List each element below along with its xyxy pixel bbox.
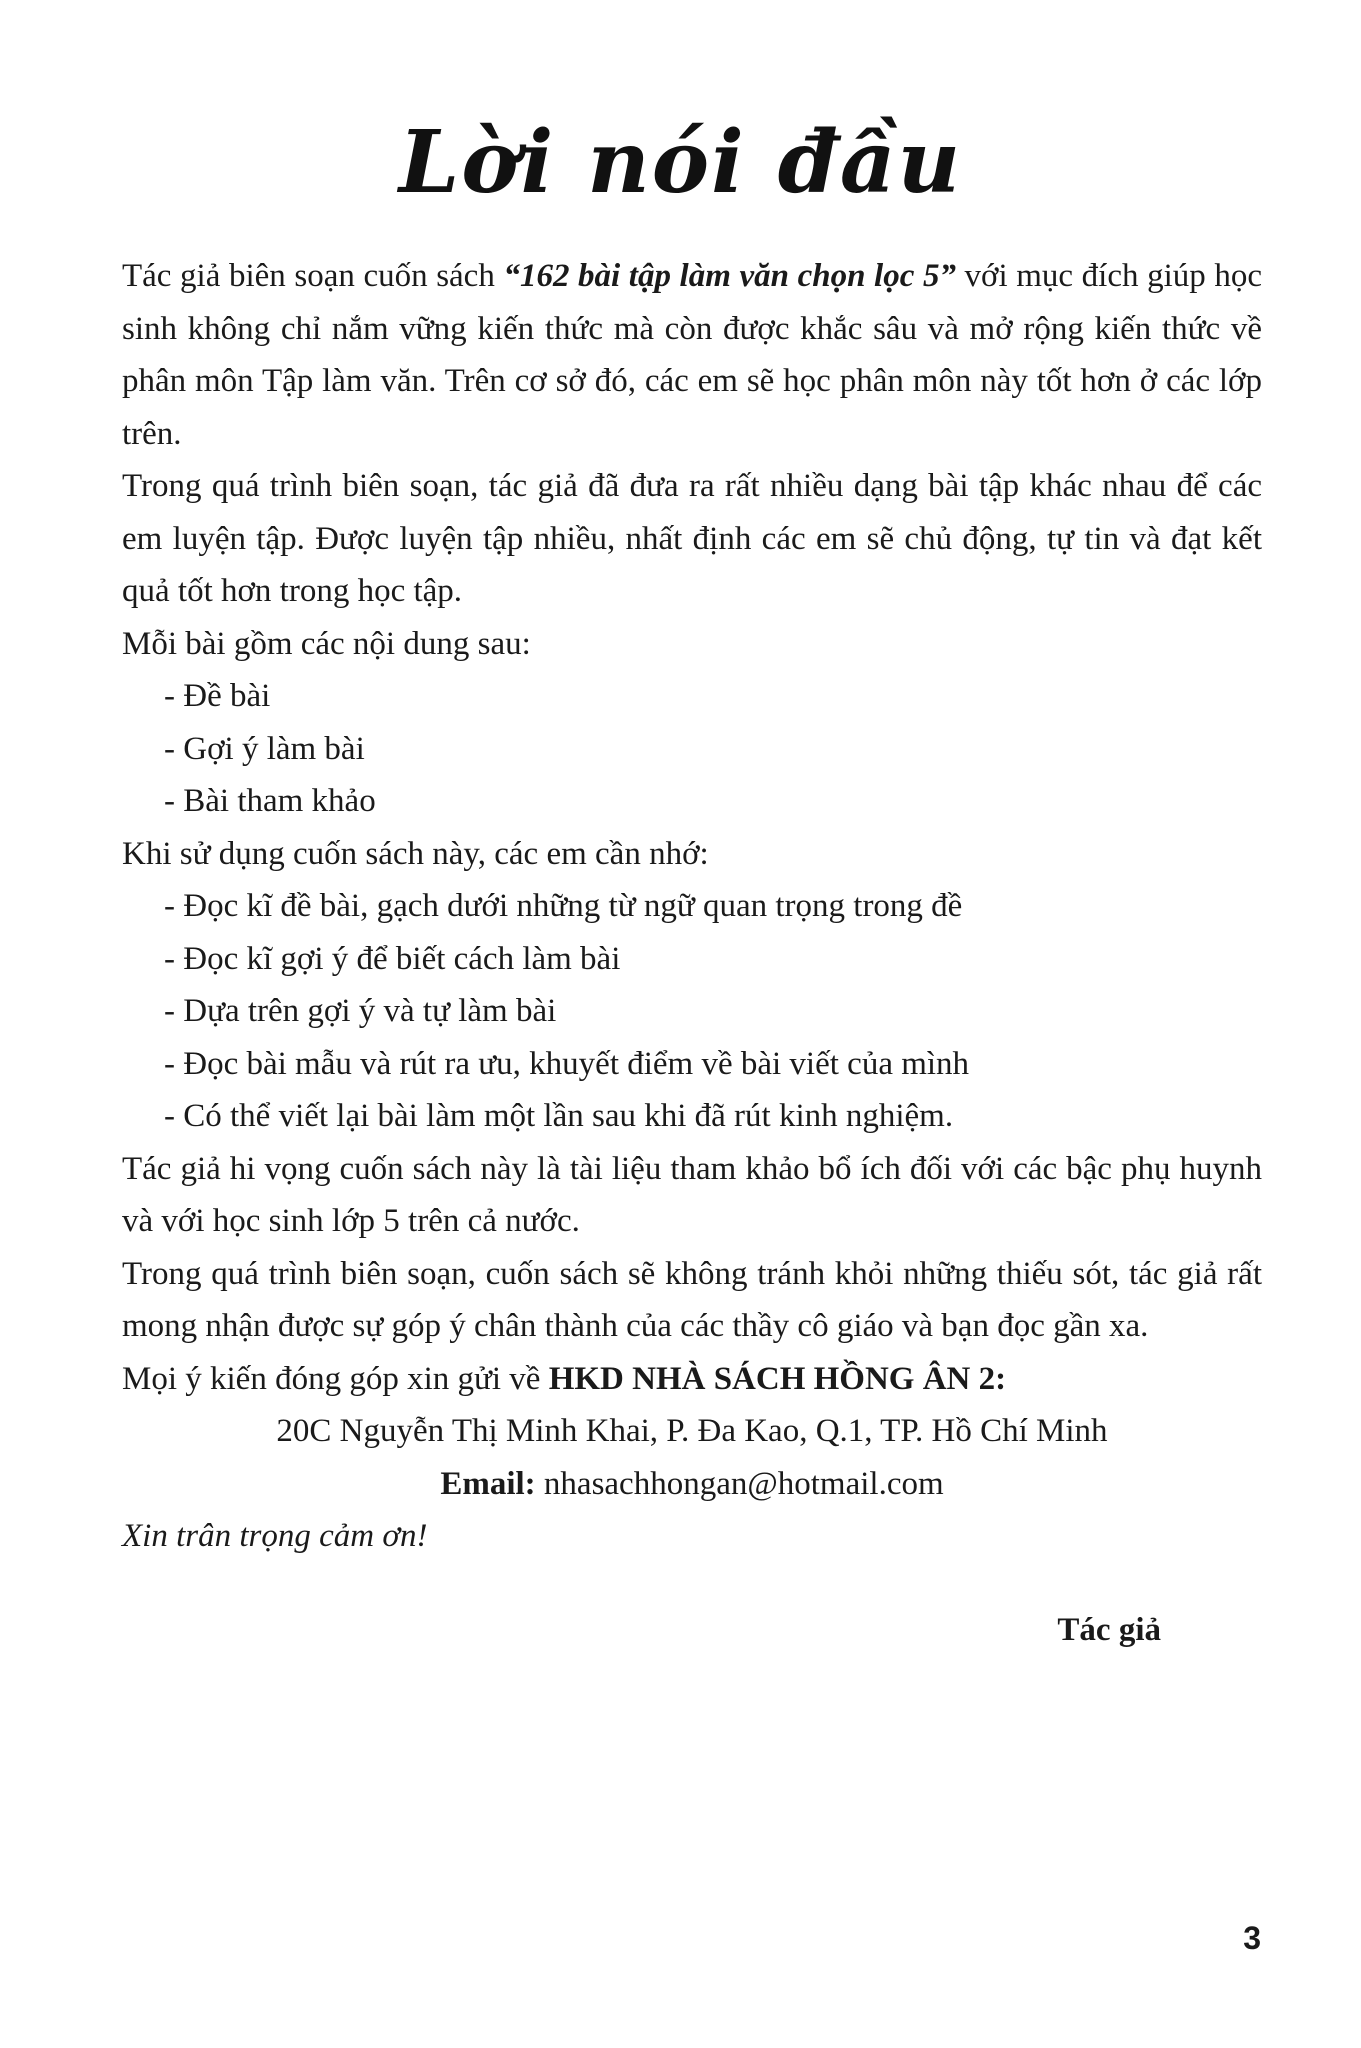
email-label: Email: <box>440 1465 536 1502</box>
email-address: nhasachhongan@hotmail.com <box>535 1465 944 1502</box>
page-number: 3 <box>1243 1920 1261 1956</box>
usage-item: - Đọc bài mẫu và rút ra ưu, khuyết điểm về bài viết của mình <box>164 1045 970 1082</box>
usage-intro: Khi sử dụng cuốn sách này, các em cần nhớ: <box>122 835 709 872</box>
contact-email-line <box>122 1458 1262 1511</box>
contact-paragraph <box>122 1353 1262 1406</box>
contents-item: - Gợi ý làm bài <box>164 730 365 767</box>
contents-intro: Mỗi bài gồm các nội dung sau: <box>122 625 531 662</box>
hope-paragraph: Tác giả hi vọng cuốn sách này là tài liệu tham khảo bổ ích đối với các bậc phụ huynh và với học sinh lớp 5 trên cả nước. <box>122 1150 1262 1239</box>
preface-body <box>122 250 1262 1563</box>
intro-prefix: Tác giả biên soạn cuốn sách <box>122 258 504 294</box>
usage-item: - Có thể viết lại bài làm một lần sau khi đã rút kinh nghiệm. <box>164 1098 954 1134</box>
contact-address: 20C Nguyễn Thị Minh Khai, P. Đa Kao, Q.1, TP. Hồ Chí Minh <box>276 1413 1108 1449</box>
intro-suffix: với mục đích giúp học sinh không chỉ nắm vững kiến thức mà còn được khắc sâu và mở rộng kiến thức về phân môn Tập làm văn. Trên cơ sở đó, các em sẽ học phân môn này tốt hơn ở các lớp trên. <box>122 258 1262 452</box>
contact-prefix: Mọi ý kiến đóng góp xin gửi về <box>122 1360 549 1397</box>
thanks-line: Xin trân trọng cảm ơn! <box>122 1518 428 1554</box>
page-title: Lời nói đầu <box>398 112 963 213</box>
practice-paragraph: Trong quá trình biên soạn, tác giả đã đưa ra rất nhiều dạng bài tập khác nhau để các em luyện tập. Được luyện tập nhiều, nhất định các em sẽ chủ động, tự tin và đạt kết quả tốt hơn trong học tập. <box>122 468 1262 609</box>
usage-item: - Đọc kĩ đề bài, gạch dưới những từ ngữ quan trọng trong đề <box>164 888 963 924</box>
contents-item: - Đề bài <box>164 678 271 714</box>
feedback-paragraph: Trong quá trình biên soạn, cuốn sách sẽ không tránh khỏi những thiếu sót, tác giả rất mong nhận được sự góp ý chân thành của các thầy cô giáo và bạn đọc gần xa. <box>122 1255 1262 1344</box>
book-title: “162 bài tập làm văn chọn lọc 5” <box>503 258 956 294</box>
author-signature: Tác giả <box>1057 1612 1161 1648</box>
contents-item: - Bài tham khảo <box>164 783 376 819</box>
usage-item: - Đọc kĩ gợi ý để biết cách làm bài <box>164 940 621 977</box>
usage-item: - Dựa trên gợi ý và tự làm bài <box>164 993 557 1029</box>
intro-paragraph <box>122 250 1262 460</box>
contact-organization: HKD NHÀ SÁCH HỒNG ÂN 2: <box>548 1360 1007 1397</box>
